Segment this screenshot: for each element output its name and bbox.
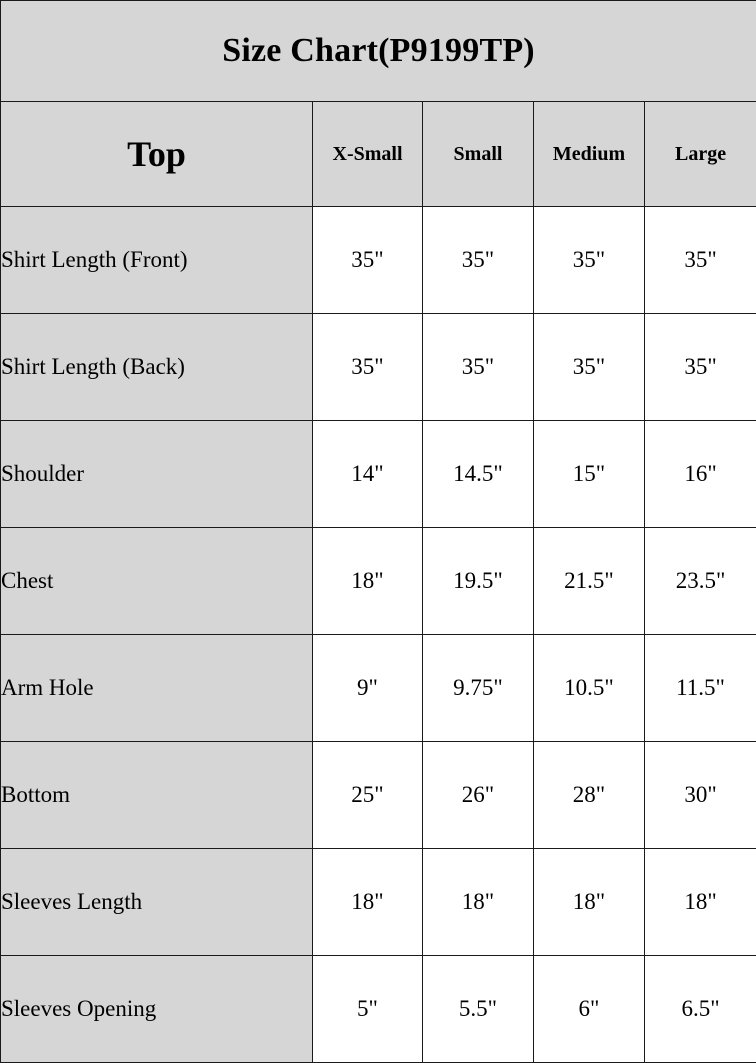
measure-label: Bottom [1, 742, 313, 849]
measure-value: 9.75" [423, 635, 534, 742]
measure-value: 9" [313, 635, 423, 742]
measure-label: Sleeves Opening [1, 956, 313, 1063]
table-row [1, 528, 756, 635]
measure-value: 5.5" [423, 956, 534, 1063]
measure-value: 35" [313, 314, 423, 421]
measure-value: 15" [534, 421, 645, 528]
measure-value: 11.5" [645, 635, 756, 742]
size-header-small: Small [423, 102, 534, 207]
measure-value: 25" [313, 742, 423, 849]
measure-value: 28" [534, 742, 645, 849]
measure-value: 10.5" [534, 635, 645, 742]
measure-value: 35" [645, 207, 756, 314]
size-header-large: Large [645, 102, 756, 207]
chart-title: Size Chart(P9199TP) [1, 1, 756, 102]
header-row [1, 102, 756, 207]
measure-value: 18" [313, 528, 423, 635]
measure-label: Shoulder [1, 421, 313, 528]
measure-label: Shirt Length (Back) [1, 314, 313, 421]
measure-value: 35" [423, 207, 534, 314]
table-row [1, 956, 756, 1063]
measure-value: 23.5" [645, 528, 756, 635]
measure-label: Sleeves Length [1, 849, 313, 956]
measure-value: 21.5" [534, 528, 645, 635]
measure-value: 35" [534, 207, 645, 314]
measure-label: Shirt Length (Front) [1, 207, 313, 314]
measure-value: 18" [645, 849, 756, 956]
measure-value: 35" [313, 207, 423, 314]
measure-label: Arm Hole [1, 635, 313, 742]
measure-value: 30" [645, 742, 756, 849]
table-row [1, 314, 756, 421]
measure-value: 14.5" [423, 421, 534, 528]
measure-label: Chest [1, 528, 313, 635]
measure-value: 5" [313, 956, 423, 1063]
measure-value: 35" [645, 314, 756, 421]
measure-value: 18" [423, 849, 534, 956]
title-row [1, 1, 756, 102]
measure-value: 18" [313, 849, 423, 956]
measure-value: 6.5" [645, 956, 756, 1063]
table-row [1, 207, 756, 314]
category-header: Top [1, 102, 313, 207]
measure-value: 6" [534, 956, 645, 1063]
table-row [1, 742, 756, 849]
table-row [1, 635, 756, 742]
measure-value: 14" [313, 421, 423, 528]
measure-value: 26" [423, 742, 534, 849]
measure-value: 16" [645, 421, 756, 528]
table-row [1, 849, 756, 956]
measure-value: 35" [423, 314, 534, 421]
measure-value: 19.5" [423, 528, 534, 635]
size-header-medium: Medium [534, 102, 645, 207]
measure-value: 18" [534, 849, 645, 956]
table-row [1, 421, 756, 528]
measure-value: 35" [534, 314, 645, 421]
size-header-x-small: X-Small [313, 102, 423, 207]
